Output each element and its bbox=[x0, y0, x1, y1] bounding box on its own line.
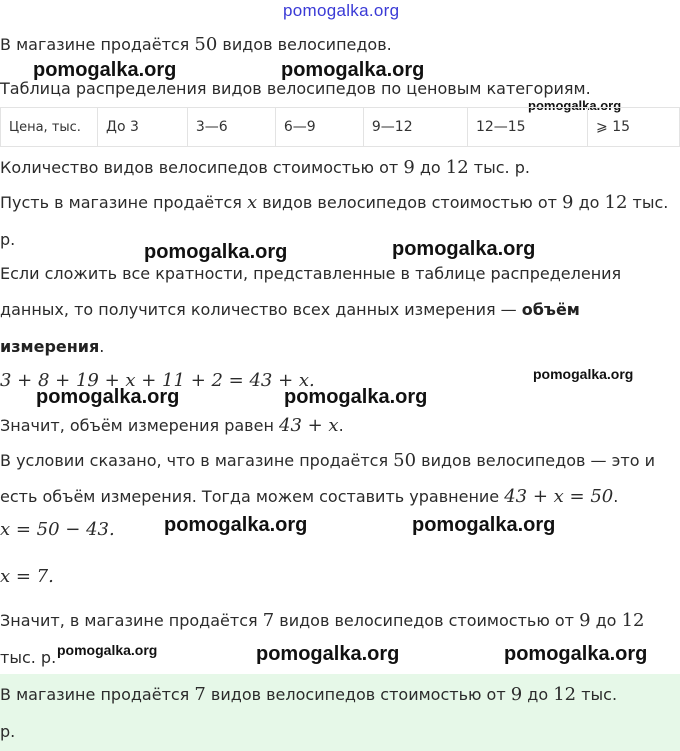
sum-text-line3: измерения. bbox=[0, 337, 105, 356]
watermark: pomogalka.org bbox=[412, 514, 556, 536]
table-cell: 6—9 bbox=[275, 108, 363, 147]
watermark: pomogalka.org bbox=[33, 59, 177, 81]
watermark-small: pomogalka.org bbox=[528, 98, 622, 113]
table-cell: 9—12 bbox=[363, 108, 467, 147]
watermark-small: pomogalka.org bbox=[57, 642, 158, 658]
let-line-2: р. bbox=[0, 230, 16, 249]
answer-line1: В магазине продаётся 7 видов велосипедов стоимостью от 9 до 12 тыс. bbox=[0, 684, 618, 705]
volume-line: Значит, объём измерения равен 43 + x. bbox=[0, 415, 344, 436]
conclusion-line2: тыс. р. bbox=[0, 648, 57, 667]
watermark-top: pomogalka.org bbox=[283, 1, 400, 20]
table-header-cell: Цена, тыс. bbox=[1, 108, 98, 147]
condition-line2: есть объём измерения. Тогда можем составить уравнение 43 + x = 50. bbox=[0, 486, 619, 507]
answer-box bbox=[0, 674, 680, 751]
watermark: pomogalka.org bbox=[144, 241, 288, 263]
watermark-small: pomogalka.org bbox=[533, 366, 634, 382]
question-line: Количество видов велосипедов стоимостью от 9 до 12 тыс. р. bbox=[0, 157, 530, 178]
watermark: pomogalka.org bbox=[164, 514, 308, 536]
watermark: pomogalka.org bbox=[504, 643, 648, 665]
equation-step1: x = 50 − 43. bbox=[0, 519, 115, 540]
table-caption: Таблица распределения видов велосипедов по ценовым категориям. bbox=[0, 79, 591, 98]
watermark: pomogalka.org bbox=[392, 238, 536, 260]
equation-sum: 3 + 8 + 19 + x + 11 + 2 = 43 + x. bbox=[0, 370, 315, 391]
intro-line: В магазине продаётся 50 видов велосипедов. bbox=[0, 34, 392, 55]
distribution-table bbox=[0, 107, 680, 147]
watermark: pomogalka.org bbox=[36, 386, 180, 408]
watermark: pomogalka.org bbox=[256, 643, 400, 665]
let-line: Пусть в магазине продаётся x видов велосипедов стоимостью от 9 до 12 тыс. bbox=[0, 192, 669, 213]
table-cell: 12—15 bbox=[467, 108, 587, 147]
table-cell: ⩾ 15 bbox=[588, 108, 680, 147]
table-cell: 3—6 bbox=[187, 108, 275, 147]
equation-step2: x = 7. bbox=[0, 566, 54, 587]
watermark: pomogalka.org bbox=[284, 386, 428, 408]
condition-line1: В условии сказано, что в магазине продаётся 50 видов велосипедов — это и bbox=[0, 450, 655, 471]
sum-text-line1: Если сложить все кратности, представленные в таблице распределения bbox=[0, 264, 622, 283]
table-cell: До 3 bbox=[98, 108, 188, 147]
table-row bbox=[1, 108, 680, 147]
sum-text-line2: данных, то получится количество всех данных измерения — объём bbox=[0, 300, 580, 319]
answer-line2: р. bbox=[0, 722, 16, 741]
conclusion-line1: Значит, в магазине продаётся 7 видов велосипедов стоимостью от 9 до 12 bbox=[0, 610, 645, 631]
watermark: pomogalka.org bbox=[281, 59, 425, 81]
